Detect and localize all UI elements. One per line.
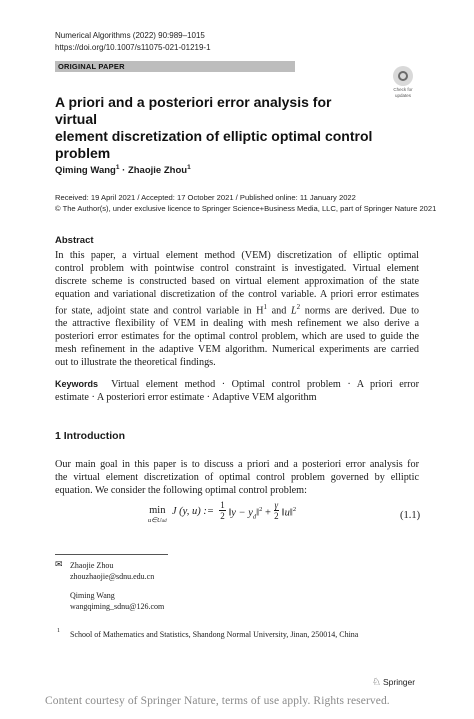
equation-number: (1.1)	[400, 510, 421, 521]
section-heading: 1 Introduction	[55, 430, 125, 442]
corresponding-email[interactable]: zhouzhaojie@sdnu.edu.cn	[70, 572, 155, 581]
author-2-name[interactable]: Zhaojie Zhou	[127, 165, 188, 177]
badge-label-1: Check for	[393, 87, 413, 92]
abstract-line: posteriori error estimates for the optimal control problem, which are used to guide the	[55, 331, 419, 343]
equation-1-1	[148, 500, 297, 527]
coauthor-contact	[70, 590, 164, 612]
article-type-label: ORIGINAL PAPER	[58, 62, 125, 71]
abstract-heading: Abstract	[55, 235, 94, 246]
publisher-name: Springer	[382, 677, 416, 687]
fraction-gamma: $\frac{\gamma}{2}$	[274, 500, 279, 521]
abstract-line: equation and variational discretization of the control variable. A priori error estimates	[55, 289, 419, 300]
springer-horse-icon: ♘	[372, 677, 381, 688]
abstract-line: In this paper, a virtual element method (VEM) discretization of elliptic optimal	[55, 250, 419, 261]
author-1-name[interactable]: Qiming Wang	[55, 165, 116, 177]
intro-line: Our main goal in this paper is to discuss a priori and a posteriori error analysis for	[55, 459, 419, 470]
min-operator: min u∈Uad	[148, 505, 167, 524]
fraction-half: $\frac{1}{2}$	[220, 500, 225, 521]
author-2-affil: 1	[187, 164, 191, 171]
affiliation-text: School of Mathematics and Statistics, Shandong Normal University, Jinan, 250014, China	[70, 630, 359, 639]
keywords-block	[55, 378, 419, 404]
publication-history	[55, 192, 436, 214]
author-list	[55, 162, 191, 177]
norm-term-2: ‖u‖$^2$	[281, 506, 297, 519]
author-1-affil: 1	[115, 164, 120, 171]
copyright-line: © The Author(s), under exclusive licence to Springer Science+Business Media, LLC, part of Springer Nature 2021	[55, 204, 437, 213]
affiliation-number: 1	[57, 628, 60, 634]
abstract-line: discrete scheme is constructed based on virtual element approximation of the state	[55, 276, 419, 287]
abstract-line-math: for state, adjoint state and control variable in $H^1$ and $L^2$ norms are derived. Due to	[55, 303, 420, 317]
check-updates-icon	[393, 66, 413, 86]
corresponding-author	[70, 560, 154, 582]
journal-citation: Numerical Algorithms (2022) 90:989–1015	[55, 31, 205, 40]
journal-header	[55, 30, 211, 54]
functional-label: J (y, u) :=	[171, 506, 214, 517]
abstract-line: mesh refinement in the adaptive VEM algorithm. Numerical experiments are carried	[55, 344, 419, 356]
abstract-body	[55, 249, 419, 369]
envelope-icon: ✉	[55, 559, 63, 569]
badge-label-2: updates	[394, 93, 411, 98]
coauthor-email[interactable]: wangqiming_sdnu@126.com	[70, 602, 165, 611]
intro-paragraph	[55, 458, 419, 497]
publisher-logo	[372, 677, 415, 688]
abstract-line: control problem with pointwise control constraint is investigated. Virtual element	[55, 263, 419, 274]
coauthor-name: Qiming Wang	[70, 591, 115, 600]
norm-term-1: ‖y − $y_d‖^2$ +	[228, 506, 271, 521]
intro-line: the virtual element discretization of optimal control problem governed by elliptic	[55, 472, 419, 483]
doi-link[interactable]: https://doi.org/10.1007/s11075-021-01219-1	[55, 43, 211, 52]
abstract-line: the attractive flexibility of VEM in dealing with mesh refinement we also derive a	[55, 318, 419, 330]
keywords-label: Keywords	[55, 379, 99, 389]
keywords-line-1: Keywords Virtual element method · Optimal control problem · A priori error	[55, 379, 420, 390]
title-line-2: element discretization of elliptic optimal control	[55, 128, 373, 144]
dates-line: Received: 19 April 2021 / Accepted: 17 October 2021 / Published online: 11 January 2022	[55, 193, 356, 202]
footnote-divider	[55, 554, 168, 555]
author-separator: ·	[119, 165, 128, 177]
paper-title	[55, 94, 375, 162]
keywords-line-2: estimate · A posteriori error estimate · Adaptive VEM algorithm	[55, 392, 317, 403]
abstract-line: out to illustrate the theoretical findings.	[55, 357, 216, 369]
intro-line: equation. We consider the following optimal control problem:	[55, 485, 307, 496]
courtesy-watermark: Content courtesy of Springer Nature, terms of use apply. Rights reserved.	[45, 695, 390, 707]
corresponding-name: Zhaojie Zhou	[70, 561, 114, 570]
check-for-updates-badge[interactable]	[388, 66, 418, 98]
title-line-1: A priori and a posteriori error analysis for virtual	[55, 94, 332, 127]
article-type-banner	[55, 61, 295, 72]
title-line-3: problem	[55, 145, 111, 161]
